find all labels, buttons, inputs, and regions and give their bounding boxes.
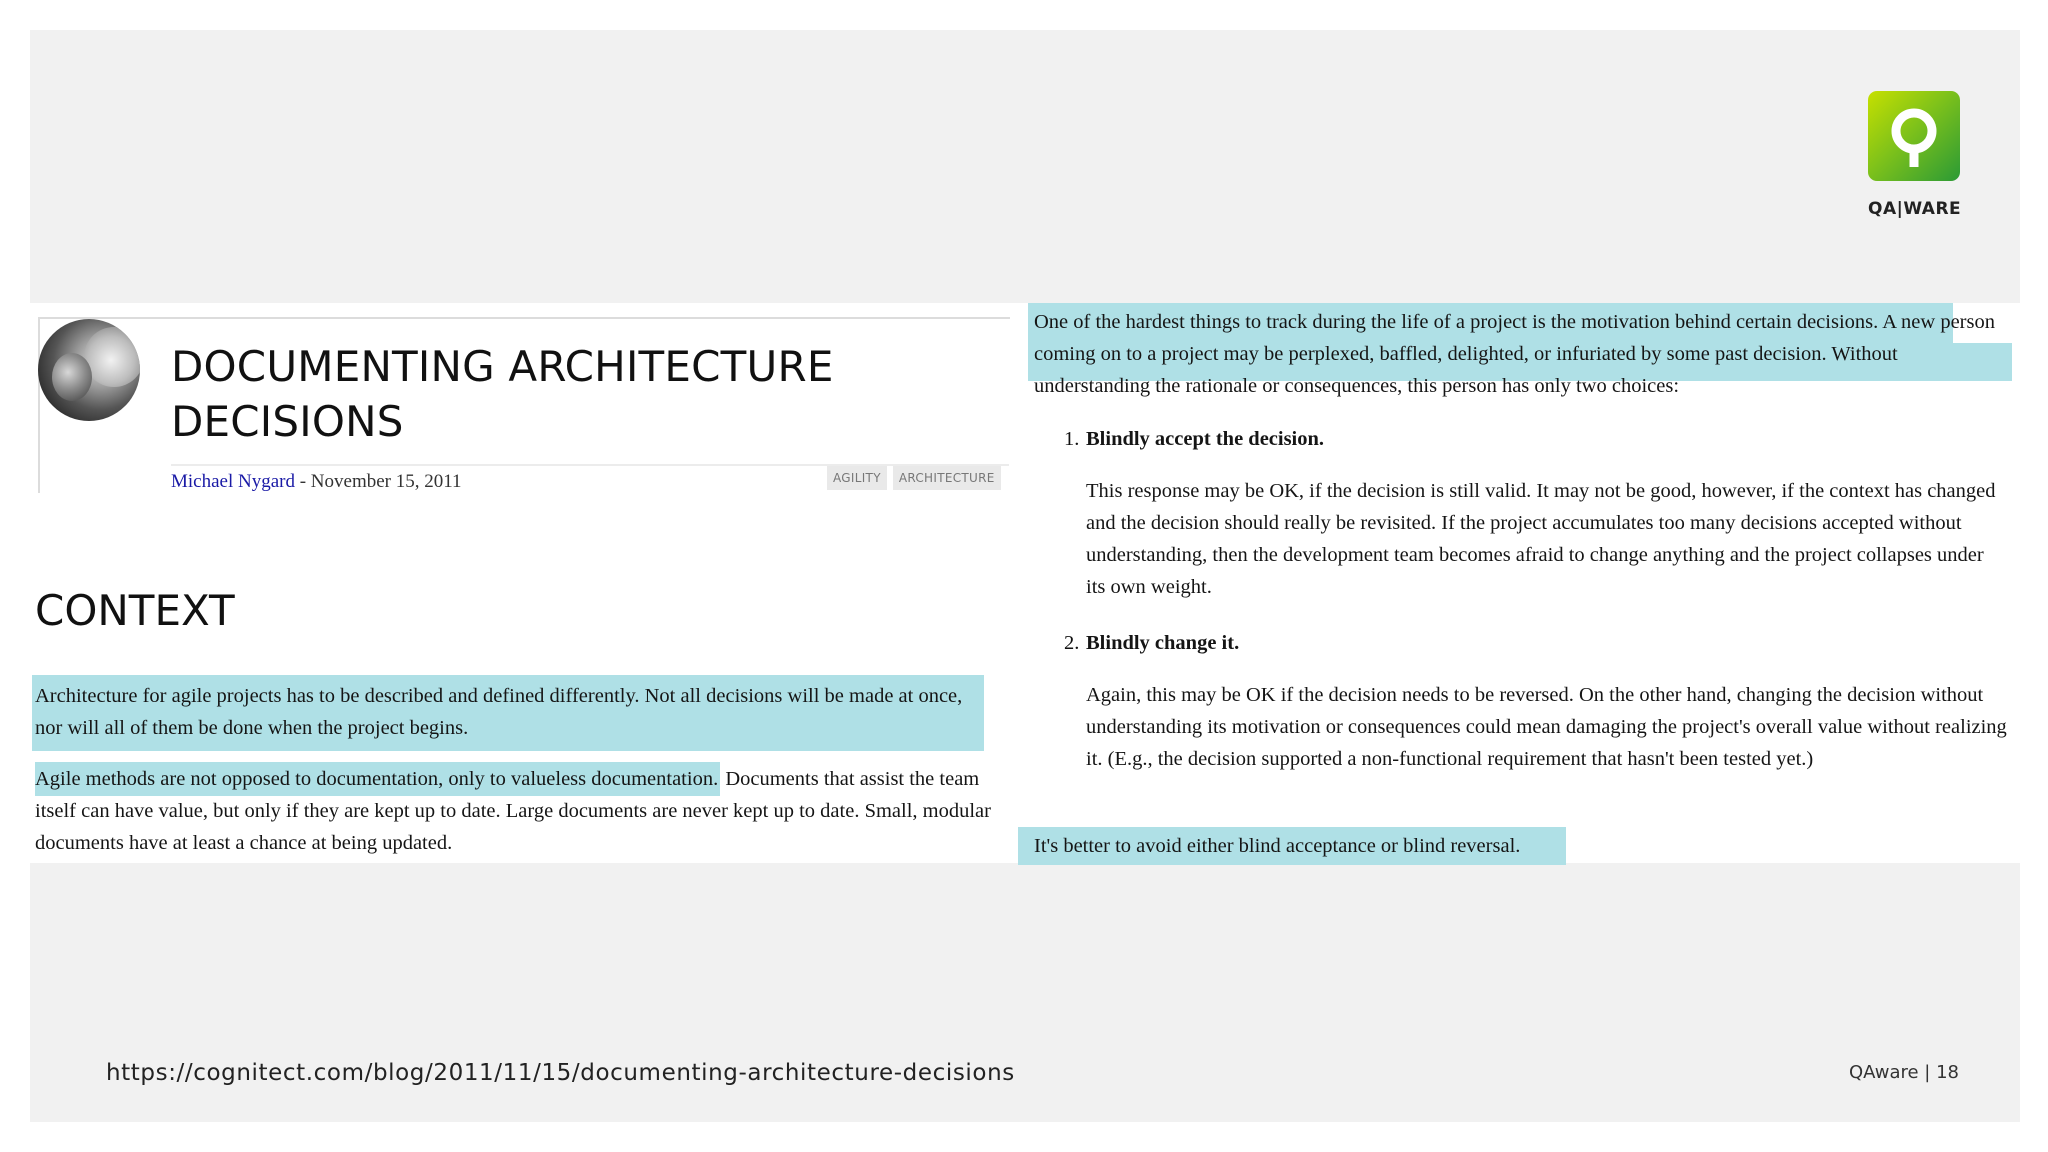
list-number: 1. <box>1064 428 1080 450</box>
list-item-body: This response may be OK, if the decision is still valid. It may not be good, however, if the context has changed and the decision should really be revisited. If the project accumulates too many decisions accepted without understanding, then the development team becomes afraid to change anything and the project collapses under its own weight. <box>1086 480 1996 598</box>
tag-list <box>827 466 1001 490</box>
logo-text: QA|WARE <box>1868 199 1962 219</box>
list-item-heading: Blindly accept the decision. <box>1086 428 1325 450</box>
list-item-heading: Blindly change it. <box>1086 632 1240 654</box>
qaware-logo-icon <box>1868 91 1960 181</box>
tag-architecture[interactable]: ARCHITECTURE <box>893 466 1001 490</box>
conclusion-sentence: It's better to avoid either blind acceptance or blind reversal. <box>1034 835 1521 857</box>
post-title: DOCUMENTING ARCHITECTURE DECISIONS <box>171 342 834 446</box>
list-number: 2. <box>1064 632 1080 654</box>
context-paragraph-1: Architecture for agile projects has to be described and defined differently. Not all decisions will be made at once, nor will all of them be done when the project begins. <box>35 685 963 739</box>
article-screenshot-left <box>30 303 1020 863</box>
highlighted-sentence: Agile methods are not opposed to documentation, only to valueless documentation. <box>35 762 720 796</box>
paragraph-rest: Documents that assist the team itself can have value, but only if they are kept up to date. Large documents are never kept up to date. Small, modular documents have at least a chance at being updated. <box>35 768 991 854</box>
author-avatar <box>38 319 140 421</box>
page-number: QAware | 18 <box>1849 1062 1959 1083</box>
section-title: CONTEXT <box>35 586 235 635</box>
context-paragraph-2 <box>35 763 1015 859</box>
byline <box>171 471 462 493</box>
qaware-logo <box>1868 91 1960 219</box>
post-date: - November 15, 2011 <box>294 471 462 492</box>
tag-agility[interactable]: AGILITY <box>827 466 887 490</box>
source-url[interactable]: https://cognitect.com/blog/2011/11/15/documenting-architecture-decisions <box>106 1060 1015 1086</box>
list-item-body: Again, this may be OK if the decision needs to be reversed. On the other hand, changing the decision without understanding its motivation or consequences could mean damaging the project's overall value without realizing it. (E.g., the decision supported a non-functional requirement that hasn't been tested yet.) <box>1086 684 2007 770</box>
article-screenshot-right <box>1018 303 2020 863</box>
intro-paragraph: One of the hardest things to track during the life of a project is the motivation behind certain decisions. A new person coming on to a project may be perplexed, baffled, delighted, or infuriated by some past decision. Without understanding the rationale or consequences, this person has only two choices: <box>1034 311 1995 397</box>
author-link[interactable]: Michael Nygard <box>171 471 295 492</box>
